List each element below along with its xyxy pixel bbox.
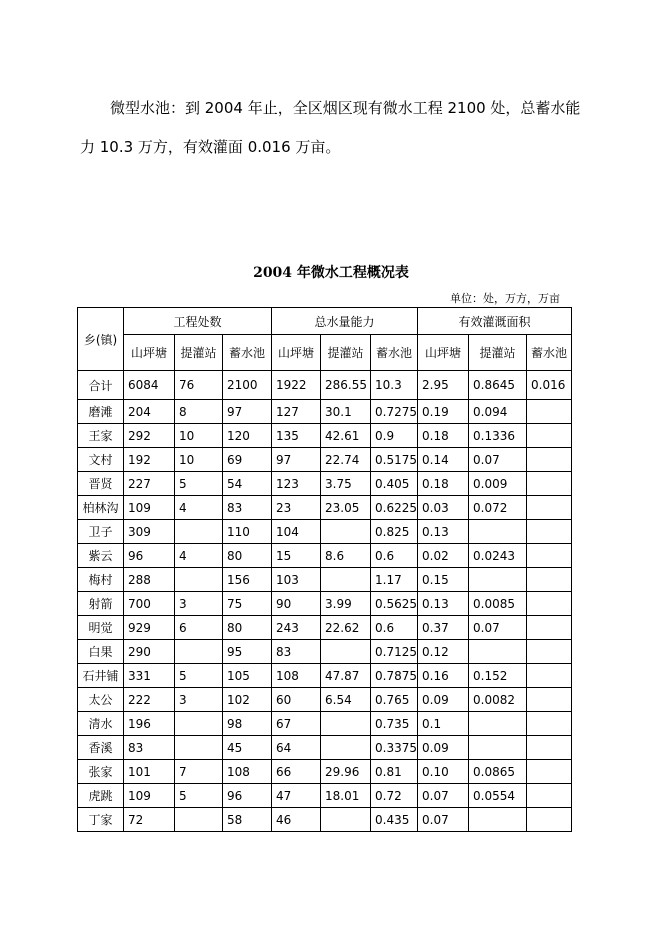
table-row [78,736,572,760]
table-cell: 0.09 [418,736,469,760]
row-name: 卫子 [78,520,124,544]
table-cell: 22.74 [321,448,371,472]
sub-header: 山坪塘 [418,335,469,371]
table-cell [527,688,572,712]
sub-header: 山坪塘 [124,335,175,371]
table-cell: 47 [272,784,321,808]
table-cell: 97 [223,400,272,424]
table-cell [527,736,572,760]
table-cell: 292 [124,424,175,448]
table-row [78,424,572,448]
table-cell: 0.405 [371,472,418,496]
row-name: 太公 [78,688,124,712]
table-cell: 10 [175,448,223,472]
table-cell: 5 [175,784,223,808]
intro-paragraph [80,89,600,167]
table-cell: 196 [124,712,175,736]
table-cell: 0.072 [469,496,527,520]
table-cell: 0.8645 [469,371,527,400]
table-cell: 2.95 [418,371,469,400]
table-cell: 30.1 [321,400,371,424]
table-cell [469,640,527,664]
table-cell: 110 [223,520,272,544]
table-row [78,400,572,424]
table-cell: 75 [223,592,272,616]
table-cell: 0.0243 [469,544,527,568]
row-name: 王家 [78,424,124,448]
table-cell [175,568,223,592]
table-cell: 0.07 [469,616,527,640]
table-cell: 97 [272,448,321,472]
table-cell [527,400,572,424]
table-cell: 700 [124,592,175,616]
table-cell: 929 [124,616,175,640]
table-cell: 1922 [272,371,321,400]
table-cell: 0.016 [527,371,572,400]
table-cell: 123 [272,472,321,496]
table-cell: 1.17 [371,568,418,592]
table-cell: 0.5175 [371,448,418,472]
row-name: 明觉 [78,616,124,640]
table-cell: 0.03 [418,496,469,520]
table-cell: 0.009 [469,472,527,496]
table-cell [527,664,572,688]
table-cell: 66 [272,760,321,784]
table-row [78,688,572,712]
table-cell: 0.1336 [469,424,527,448]
table-cell: 80 [223,616,272,640]
table-cell [527,616,572,640]
table-cell: 102 [223,688,272,712]
table-cell: 222 [124,688,175,712]
table-cell: 15 [272,544,321,568]
table-cell: 98 [223,712,272,736]
table-cell [321,568,371,592]
row-name: 紫云 [78,544,124,568]
table-cell [527,544,572,568]
table-cell: 0.7125 [371,640,418,664]
table-cell [469,520,527,544]
table-cell: 0.825 [371,520,418,544]
sub-header: 提灌站 [321,335,371,371]
table-cell: 0.765 [371,688,418,712]
table-cell: 76 [175,371,223,400]
table-cell: 23 [272,496,321,520]
table-cell: 109 [124,784,175,808]
table-cell: 0.18 [418,472,469,496]
table-cell: 0.13 [418,520,469,544]
table-cell [321,640,371,664]
table-cell: 0.6 [371,616,418,640]
table-cell: 10 [175,424,223,448]
table-cell [527,640,572,664]
table-cell [527,424,572,448]
sub-header: 山坪塘 [272,335,321,371]
table-cell: 46 [272,808,321,832]
table-row [78,640,572,664]
table-cell: 156 [223,568,272,592]
table-cell: 108 [272,664,321,688]
table-cell: 5 [175,472,223,496]
table-cell [527,808,572,832]
table-cell: 0.81 [371,760,418,784]
sub-header: 提灌站 [175,335,223,371]
table-cell: 0.435 [371,808,418,832]
table-cell: 96 [124,544,175,568]
intro-line-2: 力 10.3 万方，有效灌面 0.016 万亩。 [80,138,341,156]
table-cell: 58 [223,808,272,832]
table-cell [527,592,572,616]
sub-header: 蓄水池 [371,335,418,371]
table-cell: 0.37 [418,616,469,640]
row-name: 香溪 [78,736,124,760]
table-cell: 108 [223,760,272,784]
table-cell: 6 [175,616,223,640]
row-name: 石井铺 [78,664,124,688]
table-cell: 103 [272,568,321,592]
table-cell [321,736,371,760]
intro-line-1: 微型水池：到 2004 年止，全区烟区现有微水工程 2100 处，总蓄水能 [110,99,581,117]
table-cell: 64 [272,736,321,760]
table-cell: 83 [124,736,175,760]
table-cell: 42.61 [321,424,371,448]
row-name: 梅村 [78,568,124,592]
table-row [78,568,572,592]
table-cell: 105 [223,664,272,688]
table-cell: 0.0082 [469,688,527,712]
table-cell [527,520,572,544]
table-cell: 0.735 [371,712,418,736]
table-cell: 0.7275 [371,400,418,424]
table-cell: 7 [175,760,223,784]
table-cell: 0.16 [418,664,469,688]
table-cell: 0.152 [469,664,527,688]
table-cell: 0.14 [418,448,469,472]
table-cell: 0.5625 [371,592,418,616]
table-cell: 0.9 [371,424,418,448]
table-row [78,592,572,616]
table-cell: 3.75 [321,472,371,496]
table-cell: 0.18 [418,424,469,448]
sub-header: 蓄水池 [223,335,272,371]
table-cell [321,808,371,832]
table-cell: 96 [223,784,272,808]
table-cell [175,808,223,832]
unit-note: 单位：处，万方，万亩 [450,292,560,305]
table-cell: 67 [272,712,321,736]
table-cell: 286.55 [321,371,371,400]
table-cell [469,712,527,736]
table-body [78,371,572,832]
table-cell: 0.6225 [371,496,418,520]
table-cell [321,520,371,544]
table-cell: 288 [124,568,175,592]
table-row [78,760,572,784]
table-row [78,371,572,400]
row-name: 合计 [78,371,124,400]
table-cell [175,640,223,664]
table-cell: 135 [272,424,321,448]
table-cell: 22.62 [321,616,371,640]
table-cell: 227 [124,472,175,496]
group-header: 有效灌溉面积 [418,308,572,335]
table-cell: 0.07 [469,448,527,472]
table-cell: 2100 [223,371,272,400]
row-name: 文村 [78,448,124,472]
table-cell [175,736,223,760]
table-cell [469,568,527,592]
table-cell: 80 [223,544,272,568]
corner-header: 乡(镇) [78,308,124,371]
table-cell: 83 [272,640,321,664]
table-row [78,520,572,544]
table-cell: 90 [272,592,321,616]
table-cell: 192 [124,448,175,472]
table-cell [175,520,223,544]
table-cell: 3 [175,592,223,616]
table-cell: 4 [175,496,223,520]
table-cell [527,472,572,496]
row-name: 张家 [78,760,124,784]
table-cell: 54 [223,472,272,496]
table-cell: 0.3375 [371,736,418,760]
sub-header: 蓄水池 [527,335,572,371]
table-row [78,448,572,472]
table-cell [527,784,572,808]
table-cell [527,448,572,472]
table-cell: 0.07 [418,808,469,832]
table-cell: 6084 [124,371,175,400]
table-cell: 120 [223,424,272,448]
table-row [78,664,572,688]
row-name: 柏林沟 [78,496,124,520]
table-cell: 23.05 [321,496,371,520]
table-cell: 47.87 [321,664,371,688]
table-cell: 8 [175,400,223,424]
table-cell: 10.3 [371,371,418,400]
table-cell: 60 [272,688,321,712]
table-cell: 0.07 [418,784,469,808]
row-name: 磨滩 [78,400,124,424]
table-cell: 72 [124,808,175,832]
table-cell [527,496,572,520]
table-cell: 0.02 [418,544,469,568]
table-cell: 243 [272,616,321,640]
table-cell [321,712,371,736]
row-name: 虎跳 [78,784,124,808]
table-cell: 3.99 [321,592,371,616]
table-cell: 204 [124,400,175,424]
table-cell: 0.12 [418,640,469,664]
table-cell: 4 [175,544,223,568]
row-name: 晋贤 [78,472,124,496]
group-header: 工程处数 [124,308,272,335]
table-cell: 0.09 [418,688,469,712]
table-cell: 0.0865 [469,760,527,784]
table-cell [469,808,527,832]
table-cell: 29.96 [321,760,371,784]
table-cell: 0.13 [418,592,469,616]
table-cell: 5 [175,664,223,688]
micro-water-table [77,307,572,832]
table-row [78,616,572,640]
table-cell: 0.10 [418,760,469,784]
table-cell: 6.54 [321,688,371,712]
table-row [78,784,572,808]
row-name: 丁家 [78,808,124,832]
table-cell: 83 [223,496,272,520]
table-cell: 0.6 [371,544,418,568]
table-cell [527,568,572,592]
table-cell [175,712,223,736]
table-cell: 127 [272,400,321,424]
table-cell: 0.19 [418,400,469,424]
table-cell: 45 [223,736,272,760]
table-title: 2004 年微水工程概况表 [253,265,409,281]
table-cell: 331 [124,664,175,688]
table-cell: 95 [223,640,272,664]
table-cell: 109 [124,496,175,520]
table-cell: 0.094 [469,400,527,424]
table-cell: 0.15 [418,568,469,592]
table-cell: 8.6 [321,544,371,568]
table-cell: 18.01 [321,784,371,808]
table-row [78,544,572,568]
table-cell: 101 [124,760,175,784]
table-row [78,808,572,832]
table-cell: 0.0085 [469,592,527,616]
row-name: 射箭 [78,592,124,616]
table-cell: 104 [272,520,321,544]
table-cell [527,760,572,784]
table-cell: 309 [124,520,175,544]
table-cell: 0.72 [371,784,418,808]
table-row [78,712,572,736]
table-row [78,496,572,520]
group-header: 总水量能力 [272,308,418,335]
sub-header: 提灌站 [469,335,527,371]
table-cell: 0.0554 [469,784,527,808]
table-cell: 3 [175,688,223,712]
table-cell: 290 [124,640,175,664]
table-cell: 0.7875 [371,664,418,688]
table-cell [469,736,527,760]
table-cell: 0.1 [418,712,469,736]
table-cell [527,712,572,736]
table-row [78,472,572,496]
row-name: 清水 [78,712,124,736]
table-cell: 69 [223,448,272,472]
row-name: 白果 [78,640,124,664]
